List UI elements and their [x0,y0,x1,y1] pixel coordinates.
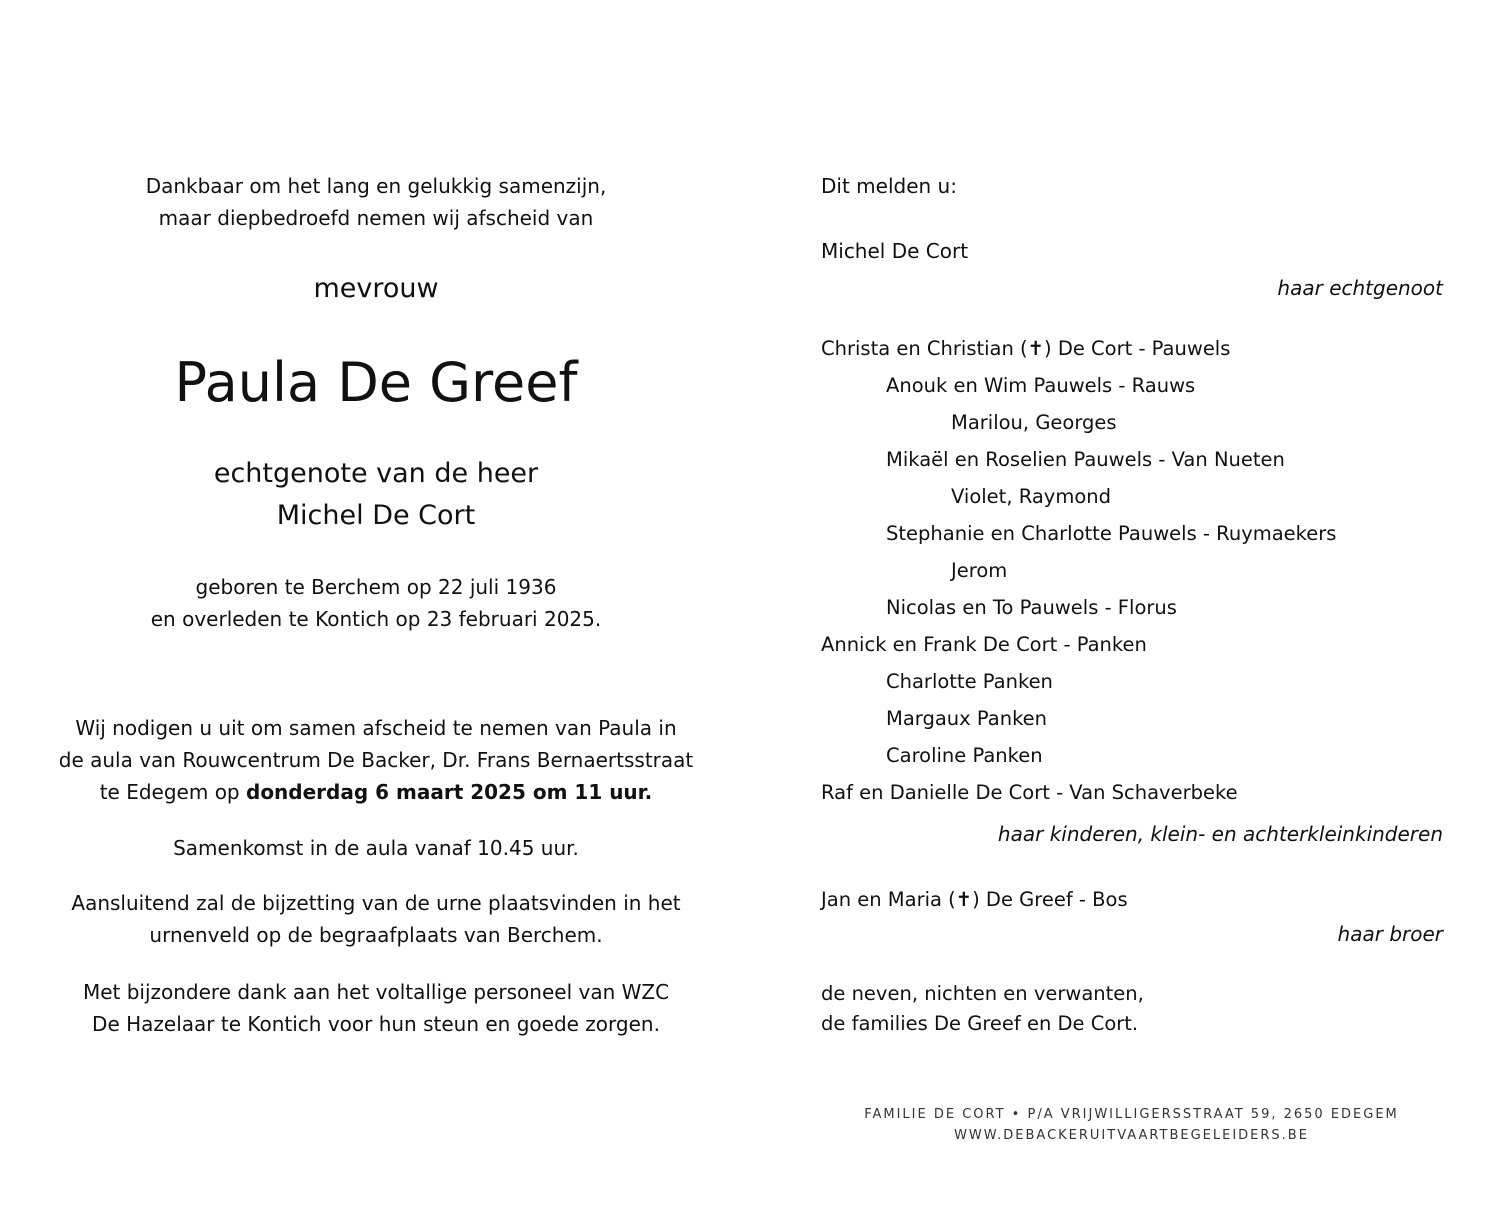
thanks-line-2: De Hazelaar te Kontich voor hun steun en goede zorgen. [92,1012,660,1036]
deceased-name: Paula De Greef [174,351,578,414]
intro-line-2: maar diepbedroefd nemen wij afscheid van [158,206,594,230]
invitation-line-3 [40,776,712,808]
invitation-line-1: Wij nodigen u uit om samen afscheid te nemen van Paula in [75,716,677,740]
family-member: Jerom [951,559,1008,582]
brother-name-part: ) De Greef - Bos [972,888,1128,911]
cross-icon: ✝ [1027,337,1045,360]
gathering-text: Samenkomst in de aula vanaf 10.45 uur. [173,836,579,860]
brother-name-part: Jan en Maria ( [821,888,956,911]
family-member [821,330,1230,367]
children-role: haar kinderen, klein- en achterkleinkinderen [997,822,1443,846]
brother-role: haar broer [1337,922,1443,946]
family-member: Nicolas en To Pauwels - Florus [886,596,1177,619]
relatives-text [821,979,1144,1039]
family-member: Margaux Panken [886,707,1048,730]
family-member: Raf en Danielle De Cort - Van Schaverbeke [821,781,1238,804]
cross-icon: ✝ [955,888,973,911]
interment-text [40,887,712,951]
family-member: Anouk en Wim Pauwels - Rauws [886,374,1196,397]
relatives-line-1: de neven, nichten en verwanten, [821,982,1144,1005]
spouse-role: haar echtgenoot [1277,276,1443,300]
birth-line: geboren te Berchem op 22 juli 1936 [195,575,557,599]
intro-text [40,170,712,234]
spouse-line-1: echtgenote van de heer [213,458,539,489]
spouse-name: Michel De Cort [821,239,969,263]
invitation-place: te Edegem op [99,780,246,804]
salutation: mevrouw [313,273,439,304]
family-member: Charlotte Panken [886,670,1053,693]
family-member: Mikaël en Roselien Pauwels - Van Nueten [886,448,1285,471]
footer-address: FAMILIE DE CORT • P/A VRIJWILLIGERSSTRAAT 59, 2650 EDEGEM [864,1107,1399,1122]
footer-website: WWW.DEBACKERUITVAARTBEGELEIDERS.BE [954,1128,1309,1143]
brother-name [821,881,1128,918]
thanks-text [40,976,712,1040]
family-member-name: ) De Cort - Pauwels [1044,337,1231,360]
spouse-line-2: Michel De Cort [276,500,476,531]
interment-line-2: urnenveld op de begraafplaats van Berchem. [149,923,603,947]
spouse-text [40,453,712,537]
family-member: Violet, Raymond [951,485,1111,508]
invitation-line-2: de aula van Rouwcentrum De Backer, Dr. Frans Bernaertsstraat [58,748,694,772]
invitation [40,712,712,808]
family-member: Marilou, Georges [951,411,1117,434]
ceremony-datetime: donderdag 6 maart 2025 om 11 uur. [246,780,653,804]
interment-line-1: Aansluitend zal de bijzetting van de urne plaatsvinden in het [71,891,681,915]
life-dates [40,571,712,635]
family-member: Annick en Frank De Cort - Panken [821,633,1147,656]
family-member-name: Christa en Christian ( [821,337,1028,360]
family-member: Caroline Panken [886,744,1043,767]
announcement-heading: Dit melden u: [821,174,957,198]
death-line: en overleden te Kontich op 23 februari 2025. [150,607,602,631]
footer [800,1104,1463,1146]
relatives-line-2: de families De Greef en De Cort. [821,1012,1139,1035]
family-member: Stephanie en Charlotte Pauwels - Ruymaekers [886,522,1337,545]
thanks-line-1: Met bijzondere dank aan het voltallige personeel van WZC [82,980,670,1004]
intro-line-1: Dankbaar om het lang en gelukkig samenzijn, [145,174,607,198]
